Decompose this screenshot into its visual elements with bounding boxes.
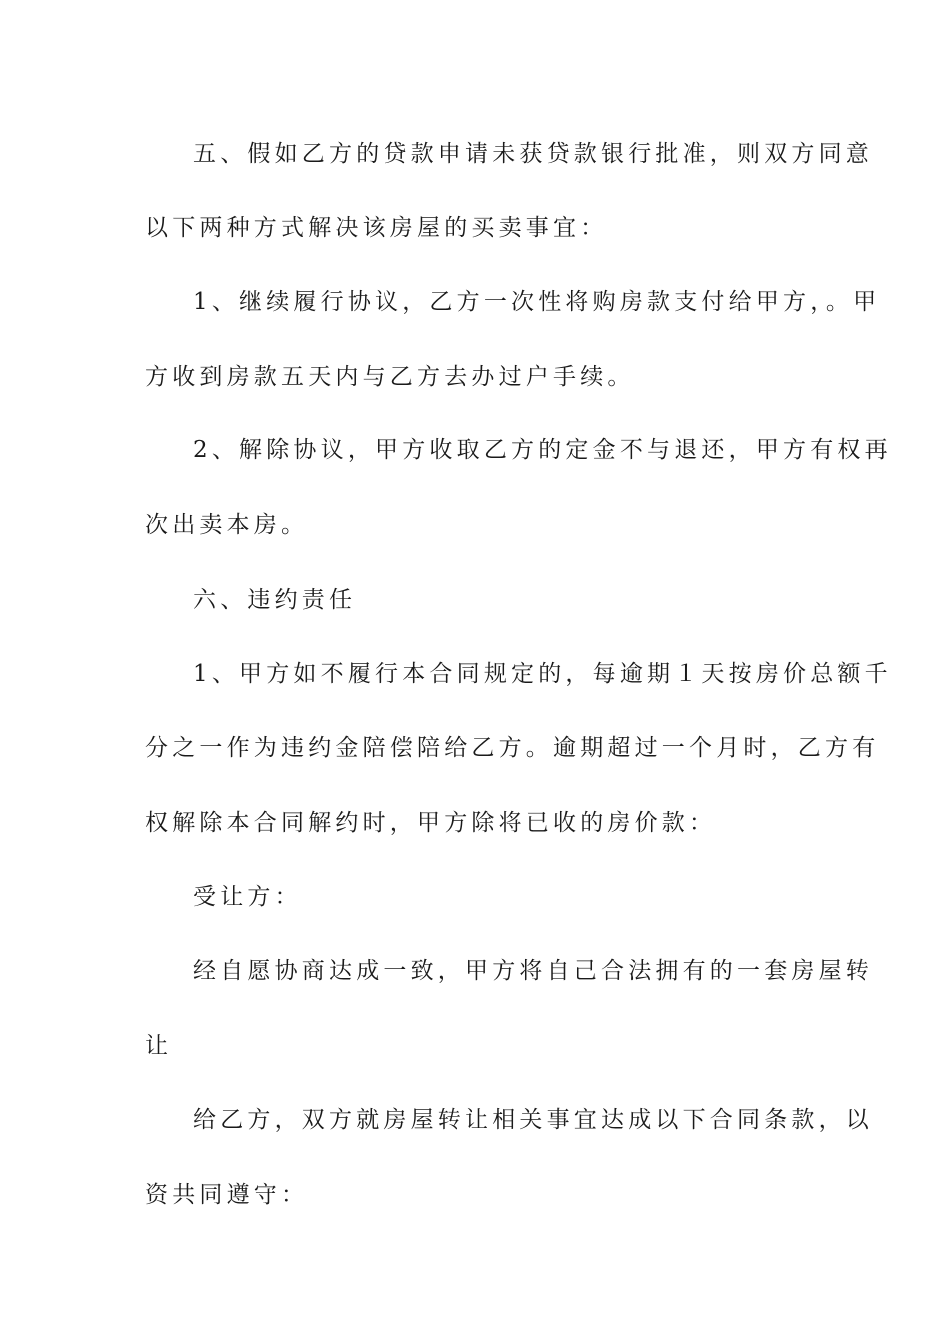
agreement-line-4: 资共同遵守： <box>145 1182 309 1208</box>
agreement-line-1: 经自愿协商达成一致，甲方将自己合法拥有的一套房屋转 <box>193 958 873 984</box>
agreement-line-2: 让 <box>145 1033 173 1059</box>
option-2-line-2: 次出卖本房。 <box>145 512 309 538</box>
breach-1-line-1: 1、甲方如不履行本合同规定的，每逾期１天按房价总额千 <box>193 661 892 687</box>
option-1-line-2: 方收到房款五天内与乙方去办过户手续。 <box>145 364 635 390</box>
transferee-label: 受让方： <box>193 884 302 910</box>
option-2-line-1: 2、解除协议，甲方收取乙方的定金不与退还，甲方有权再 <box>193 437 892 463</box>
section-heading-breach: 六、违约责任 <box>193 587 357 613</box>
breach-1-line-3: 权解除本合同解约时，甲方除将已收的房价款： <box>145 810 717 836</box>
breach-1-line-2: 分之一作为违约金陪偿陪给乙方。逾期超过一个月时，乙方有 <box>145 735 880 761</box>
clause-5-line-1: 五、假如乙方的贷款申请未获贷款银行批准，则双方同意 <box>193 141 873 167</box>
clause-5-line-2: 以下两种方式解决该房屋的买卖事宜： <box>145 215 608 241</box>
option-1-line-1: 1、继续履行协议，乙方一次性将购房款支付给甲方，。甲 <box>193 289 881 315</box>
agreement-line-3: 给乙方，双方就房屋转让相关事宜达成以下合同条款，以 <box>193 1107 873 1133</box>
